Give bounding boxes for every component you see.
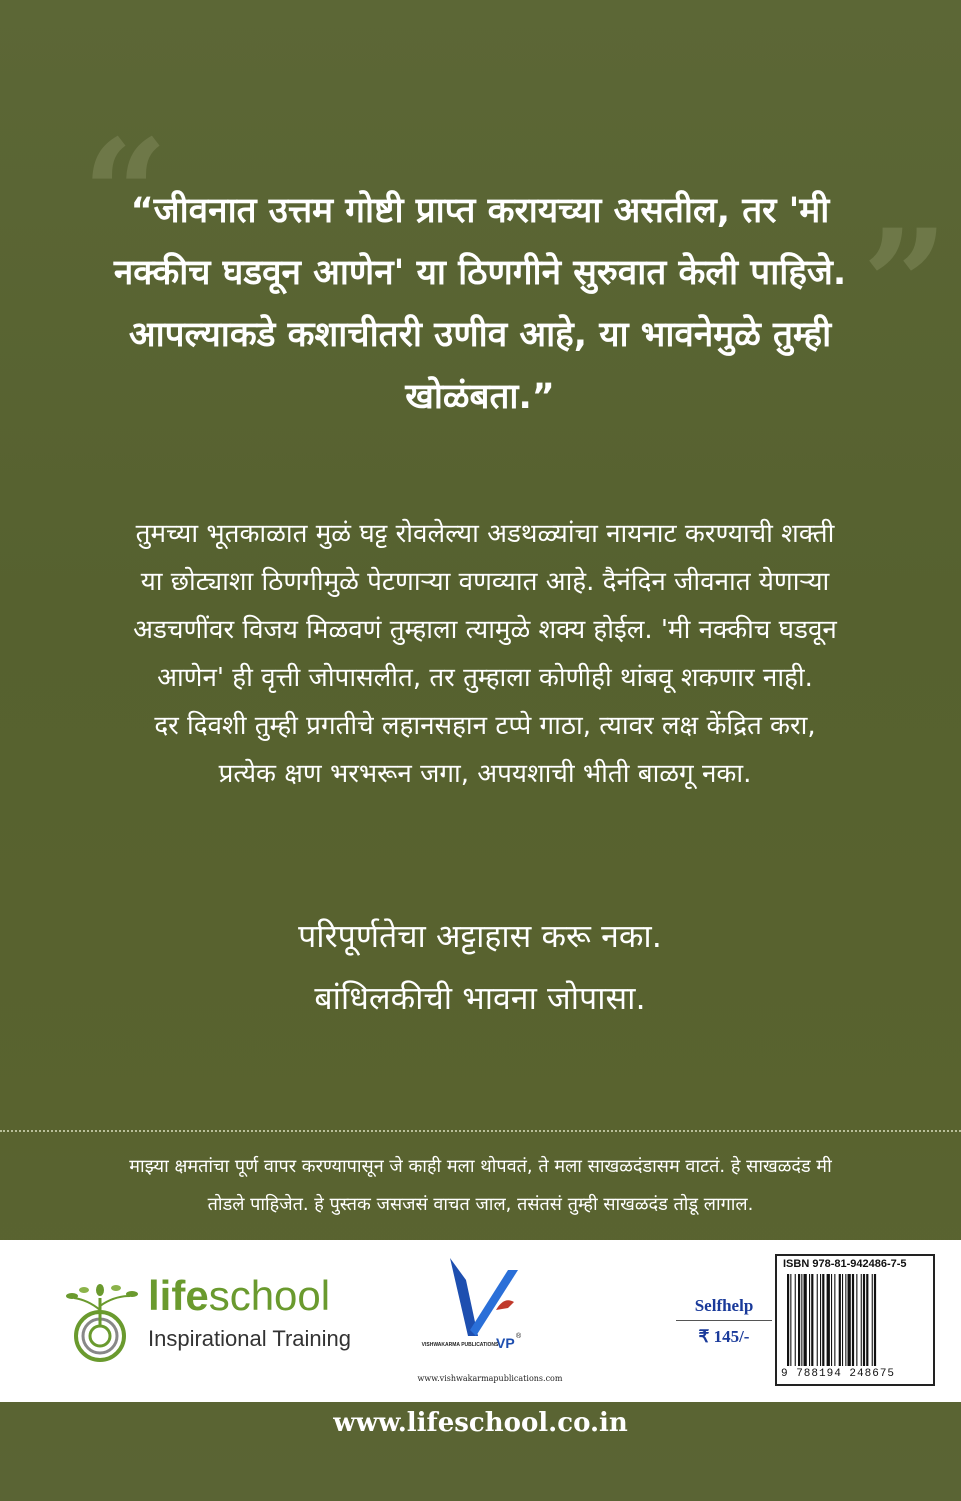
- lifeschool-tagline: Inspirational Training: [148, 1326, 352, 1351]
- publisher-mark: VP: [496, 1335, 515, 1351]
- blurb-paragraph: [70, 510, 900, 798]
- motto-line: परिपूर्णतेचा अट्टाहास करू नका.: [298, 917, 662, 955]
- website-url: www.lifeschool.co.in: [333, 1408, 628, 1438]
- barcode: [775, 1254, 935, 1386]
- dotted-divider: [0, 1130, 961, 1135]
- lifeschool-tree-icon: [60, 1268, 144, 1364]
- wordmark-life: life: [148, 1272, 209, 1319]
- svg-text:®: ®: [516, 1333, 522, 1340]
- quote-line: आपल्याकडे कशाचीतरी उणीव आहे, या भावनेमुळे तुम्ही: [128, 315, 832, 355]
- genre-label: Selfhelp: [676, 1296, 772, 1321]
- lifeschool-wordmark: [148, 1272, 330, 1320]
- wordmark-school: school: [208, 1272, 331, 1319]
- logo-band: [0, 1240, 961, 1402]
- footer-blurb-line: तोडले पाहिजेत. हे पुस्तक जसजसं वाचत जाल, तसंतसं तुम्ही साखळदंड तोडू लागाल.: [207, 1194, 754, 1215]
- publisher-v-icon: [400, 1250, 580, 1370]
- quote-line: खोळंबता.”: [405, 377, 555, 417]
- footer-blurb-line: माझ्या क्षमतांचा पूर्ण वापर करण्यापासून जे काही मला थोपवतं, ते मला साखळदंडासम वाटतं. हे साखळदंड मी: [129, 1156, 832, 1177]
- publisher-logo: [400, 1250, 580, 1390]
- open-quote-icon: “: [82, 107, 169, 283]
- motto: [100, 905, 860, 1029]
- blurb-line: प्रत्येक क्षण भरभरून जगा, अपयशाची भीती बाळगू नका.: [218, 759, 752, 789]
- quote-line: “जीवनात उत्तम गोष्टी प्राप्त करायच्या असतील, तर 'मी: [130, 191, 830, 231]
- blurb-line: दर दिवशी तुम्ही प्रगतीचे लहानसहान टप्पे गाठा, त्यावर लक्ष केंद्रित करा,: [154, 711, 816, 741]
- blurb-line: आणेन' ही वृत्ती जोपासलीत, तर तुम्हाला कोणीही थांबवू शकणार नाही.: [157, 663, 813, 693]
- blurb-line: तुमच्या भूतकाळात मुळं घट्ट रोवलेल्या अडथळ्यांचा नायनाट करण्याची शक्ती: [135, 519, 835, 549]
- blurb-line: अडचणींवर विजय मिळवणं तुम्हाला त्यामुळे शक्य होईल. 'मी नक्कीच घडवून: [133, 615, 837, 645]
- price-label: ₹ 145/-: [698, 1327, 750, 1346]
- price-box: [676, 1296, 772, 1347]
- isbn-text: ISBN 978-81-942486-7-5: [783, 1258, 907, 1270]
- lifeschool-logo: [60, 1268, 360, 1368]
- publisher-url: www.vishwakarmapublications.com: [417, 1374, 563, 1383]
- motto-line: बांधिलकीची भावना जोपासा.: [314, 979, 646, 1017]
- footer-blurb: [10, 1148, 951, 1224]
- barcode-digits: 9 788194 248675: [781, 1368, 896, 1380]
- blurb-line: या छोट्याशा ठिणगीमुळे पेटणाऱ्या वणव्यात आहे. दैनंदिन जीवनात येणाऱ्या: [140, 567, 830, 597]
- publisher-name: VISHWAKARMA PUBLICATIONS: [421, 1342, 499, 1348]
- close-quote-icon: ”: [862, 197, 949, 373]
- quote-line: नक्कीच घडवून आणेन' या ठिणगीने सुरुवात केली पाहिजे.: [113, 253, 847, 293]
- barcode-bars-icon: [785, 1274, 929, 1366]
- pull-quote: [90, 180, 870, 428]
